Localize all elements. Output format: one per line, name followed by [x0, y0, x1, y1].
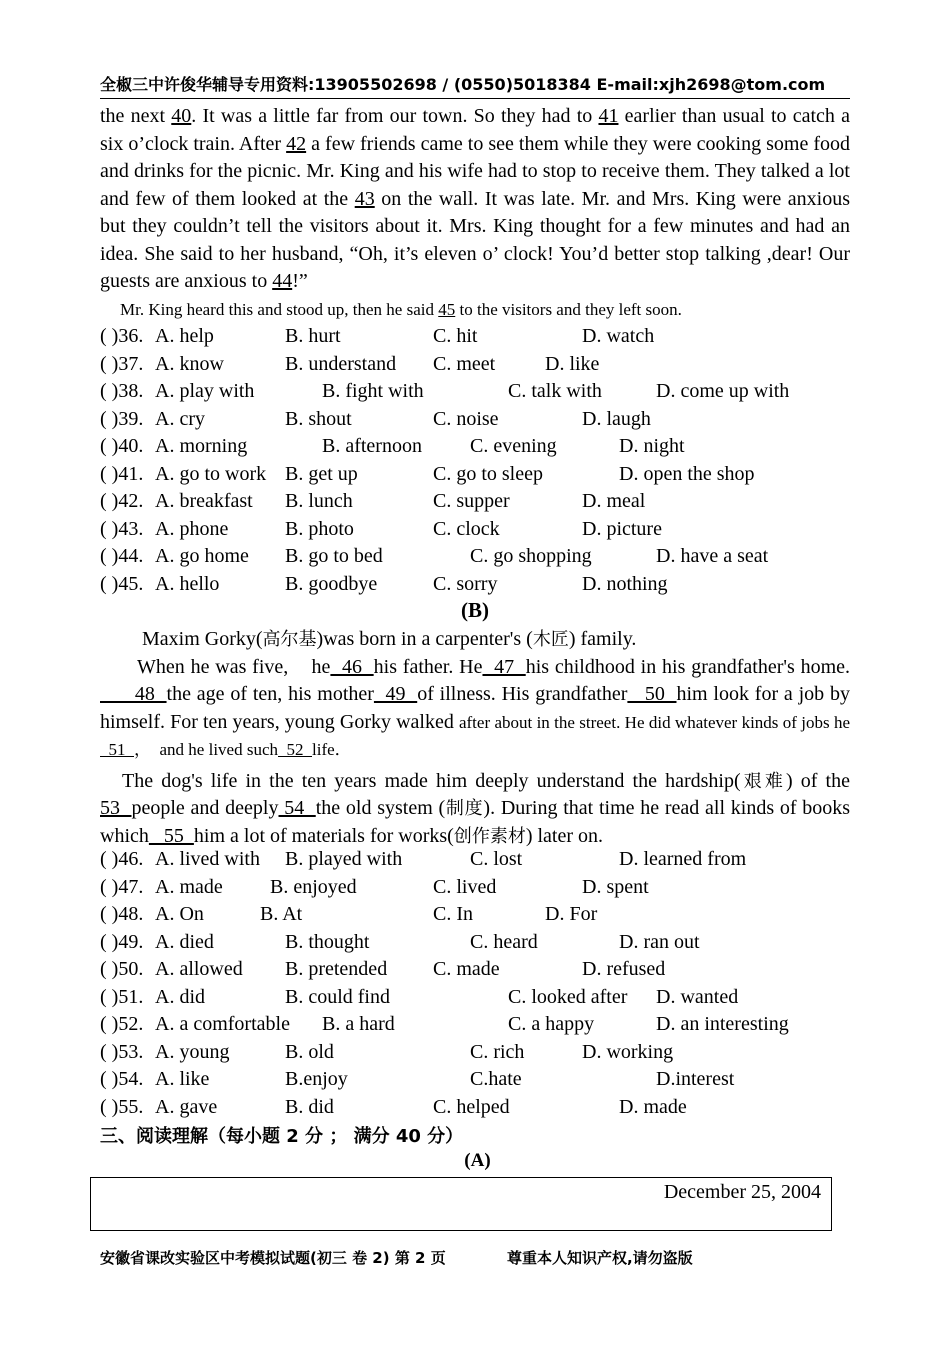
question-number: ( )50.	[100, 958, 144, 980]
footer-left: 安徽省课改实验区中考模拟试题(初三 卷 2) 第 2 页	[100, 1249, 446, 1267]
option-b: B. goodbye	[285, 572, 378, 595]
text-run: on the wall. It was late. Mr. and Mrs. King were anxious but they couldn’t tell the visitors about it. Mrs. King thought for a few minutes and had an idea. She said to her husband, “Oh, it’s eleven o’ clock! You’d better stop talking ,dear! Our guests are anxious to	[100, 187, 850, 292]
text-run: Mr. King heard this and stood up, then he said	[120, 299, 439, 319]
blank-50: 50	[627, 683, 677, 705]
section-b-title: (B)	[461, 598, 489, 622]
question-list-b	[100, 846, 860, 1121]
option-d: D. refused	[582, 958, 666, 980]
text-run: him a lot of materials for works(	[193, 824, 454, 847]
question-row	[100, 406, 860, 434]
option-a: A. hello	[155, 572, 220, 595]
question-number: ( )41.	[100, 462, 144, 485]
text-run: his childhood in his grandfather's home.	[525, 655, 850, 678]
option-b: B. played with	[285, 848, 403, 870]
option-c: C. a happy	[508, 1013, 595, 1035]
question-number: ( )51.	[100, 985, 144, 1008]
question-list-a	[100, 323, 860, 598]
question-row	[100, 461, 860, 489]
option-d: D.interest	[656, 1068, 735, 1090]
option-b: B. enjoyed	[270, 875, 357, 898]
blank-47: 47	[482, 655, 526, 678]
option-d: D. have a seat	[656, 545, 769, 567]
option-a: A. a comfortable	[155, 1013, 290, 1035]
option-c: C. rich	[470, 1040, 525, 1063]
question-number: ( )49.	[100, 930, 144, 953]
question-number: ( )55.	[100, 1095, 144, 1118]
blank-46: 46	[330, 655, 374, 678]
passage-b	[100, 626, 850, 850]
question-number: ( )44.	[100, 545, 144, 567]
blank-55: 55	[148, 824, 194, 847]
option-b: B. pretended	[285, 958, 388, 980]
page-header	[100, 74, 850, 99]
option-b: B. hurt	[285, 325, 341, 347]
option-c: C.hate	[470, 1068, 522, 1090]
blank-45: 45	[438, 299, 456, 319]
text-run: earlier than usual to catch a six o’clock train. After	[100, 105, 851, 155]
option-b: B. old	[285, 1040, 334, 1063]
option-a: A. young	[155, 1040, 230, 1063]
question-number: ( )36.	[100, 325, 144, 347]
option-c: C. In	[433, 903, 473, 925]
option-a: A. lived with	[155, 848, 260, 870]
letter-date: December 25, 2004	[663, 1181, 821, 1203]
question-number: ( )37.	[100, 352, 144, 375]
question-number: ( )43.	[100, 517, 144, 540]
text-run: . It was a little far from our town. So they had to	[191, 105, 599, 127]
text-run: him look for a job by himself. For ten years, young Gorky walked	[100, 683, 850, 733]
blank-44: 44	[272, 270, 293, 292]
blank-53: 53	[100, 797, 132, 819]
question-number: ( )53.	[100, 1040, 144, 1063]
option-a: A. cry	[155, 407, 205, 430]
text-run: of illness. His grandfather	[417, 683, 628, 705]
option-c: C. sorry	[433, 572, 498, 595]
option-c: C. helped	[433, 1095, 510, 1118]
option-d: D. laugh	[582, 407, 651, 430]
text-run: a few friends came to see them while they were cooking some food and drinks for the picnic. Mr. King and his wife had to stop to receive them. They talked a lot and few of them looked at the	[100, 132, 851, 210]
option-a: A. know	[155, 352, 224, 375]
text-run: !”	[292, 270, 308, 292]
option-a: A. go to work	[155, 462, 267, 485]
section-3-title: 三、阅读理解（每小题 2 分 ； 满分 40 分）	[100, 1126, 464, 1147]
question-row	[100, 901, 860, 929]
blank-48: 48	[100, 683, 167, 705]
question-row	[100, 488, 860, 516]
passage-b-paragraph-2	[100, 654, 850, 764]
question-row	[100, 378, 860, 406]
option-c: C. looked after	[508, 985, 628, 1008]
option-a: A. morning	[155, 435, 248, 457]
option-c: C. go shopping	[470, 545, 592, 567]
question-number: ( )48.	[100, 903, 144, 925]
text-run: the old system (	[315, 797, 446, 819]
text-run: ). During that time he read all kinds of books which	[100, 797, 851, 847]
question-number: ( )54.	[100, 1068, 144, 1090]
option-c: C. evening	[470, 435, 557, 457]
question-number: ( )47.	[100, 875, 144, 898]
question-row	[100, 323, 860, 351]
question-number: ( )45.	[100, 572, 144, 595]
option-d: D. an interesting	[656, 1013, 789, 1035]
option-b: B. photo	[285, 517, 354, 540]
text-run: people and deeply	[131, 797, 279, 819]
option-b: B. understand	[285, 352, 397, 375]
question-row	[100, 1039, 860, 1067]
option-a: A. phone	[155, 517, 229, 540]
chinese-gloss: 艰难	[740, 770, 786, 792]
question-row	[100, 351, 860, 379]
question-row	[100, 929, 860, 957]
question-number: ( )46.	[100, 848, 144, 870]
text-run: ) family.	[568, 628, 637, 650]
option-b: B. get up	[285, 462, 358, 485]
passage-a-paragraph-2	[100, 296, 850, 324]
option-a: A. breakfast	[155, 490, 253, 512]
question-row	[100, 571, 860, 599]
option-a: A. On	[155, 903, 204, 925]
question-row	[100, 1094, 860, 1122]
option-a: A. help	[155, 325, 214, 347]
text-run: the age of ten, his mother	[166, 683, 374, 705]
question-row	[100, 1011, 860, 1039]
text-run: When he was five, he	[137, 655, 331, 678]
header-text: 全椒三中许俊华辅导专用资料:13905502698 / (0550)5018384 E-mail:xjh2698@tom.com	[100, 75, 826, 94]
option-d: D. meal	[582, 490, 646, 512]
question-row	[100, 846, 860, 874]
option-c: C. supper	[433, 490, 510, 512]
option-b: B. did	[285, 1095, 334, 1118]
option-b: B. thought	[285, 930, 370, 953]
text-run: ， and he lived such	[134, 740, 278, 759]
option-d: D. working	[582, 1040, 674, 1063]
question-number: ( )40.	[100, 435, 144, 457]
option-b: B. go to bed	[285, 545, 383, 567]
footer-right: 尊重本人知识产权,请勿盗版	[506, 1249, 693, 1267]
question-number: ( )42.	[100, 490, 144, 512]
passage-b-paragraph-3	[100, 768, 850, 851]
blank-43: 43	[354, 187, 375, 210]
option-a: A. died	[155, 930, 214, 953]
reading-a-title: (A)	[464, 1150, 491, 1171]
option-a: A. go home	[155, 545, 249, 567]
option-d: D. wanted	[656, 985, 739, 1008]
option-c: C. noise	[433, 407, 499, 430]
text-run: )was born in a carpenter's (	[316, 628, 533, 650]
option-b: B. At	[260, 903, 303, 925]
option-b: B. a hard	[322, 1013, 395, 1035]
chinese-gloss: 制度	[445, 798, 484, 819]
text-run: to the visitors and they left soon.	[455, 299, 682, 319]
option-d: D. watch	[582, 325, 655, 347]
text-run: his father. He	[373, 655, 483, 678]
question-row	[100, 433, 860, 461]
option-d: D. made	[619, 1095, 687, 1118]
page-footer	[100, 1247, 693, 1268]
option-a: A. allowed	[155, 958, 243, 980]
option-b: B. could find	[285, 985, 390, 1008]
chinese-gloss: 木匠	[532, 629, 569, 650]
option-c: C. lost	[470, 848, 523, 870]
option-b: B. fight with	[322, 380, 424, 402]
blank-51: 51	[100, 740, 134, 759]
option-c: C. heard	[470, 930, 538, 953]
option-c: C. lived	[433, 875, 497, 898]
passage-a	[100, 103, 850, 323]
option-c: C. hit	[433, 325, 478, 347]
chinese-gloss: 高尔基	[262, 629, 317, 650]
option-d: D. night	[619, 435, 685, 457]
option-a: A. gave	[155, 1095, 218, 1118]
option-c: C. made	[433, 958, 500, 980]
question-row	[100, 874, 860, 902]
option-d: D. spent	[582, 875, 649, 898]
question-row	[100, 984, 860, 1012]
blank-42: 42	[286, 132, 307, 155]
option-d: D. like	[545, 352, 600, 375]
text-run: The dog's life in the ten years made him deeply understand the hardship(	[122, 769, 741, 792]
option-c: C. clock	[433, 517, 500, 540]
text-run: after about in the street. He did whatever kinds of jobs he	[458, 712, 851, 732]
blank-52: 52	[278, 740, 312, 759]
question-row	[100, 1066, 860, 1094]
option-b: B. lunch	[285, 490, 353, 512]
option-b: B.enjoy	[285, 1068, 348, 1090]
passage-a-paragraph-1	[100, 103, 850, 296]
option-b: B. afternoon	[322, 435, 422, 457]
question-number: ( )38.	[100, 380, 144, 402]
blank-49: 49	[373, 683, 418, 705]
option-c: C. talk with	[508, 380, 602, 402]
question-number: ( )52.	[100, 1013, 144, 1035]
question-row	[100, 516, 860, 544]
option-a: A. did	[155, 985, 205, 1008]
blank-54: 54	[278, 797, 316, 819]
option-d: D. For	[545, 903, 598, 925]
text-run: ) later on.	[525, 824, 604, 847]
option-b: B. shout	[285, 407, 352, 430]
blank-41: 41	[598, 105, 619, 127]
letter-box	[90, 1177, 832, 1231]
text-run: Maxim Gorky(	[142, 628, 263, 650]
chinese-gloss: 创作素材	[453, 825, 526, 847]
option-d: D. ran out	[619, 930, 700, 953]
option-d: D. nothing	[582, 572, 668, 595]
question-row	[100, 956, 860, 984]
question-number: ( )39.	[100, 407, 144, 430]
option-d: D. come up with	[656, 380, 790, 402]
question-row	[100, 543, 860, 571]
option-a: A. play with	[155, 380, 255, 402]
option-d: D. picture	[582, 517, 662, 540]
option-c: C. meet	[433, 352, 496, 375]
option-d: D. open the shop	[619, 462, 755, 485]
option-c: C. go to sleep	[433, 462, 543, 485]
blank-40: 40	[171, 105, 192, 127]
option-a: A. made	[155, 875, 223, 898]
option-d: D. learned from	[619, 848, 747, 870]
text-run: life．	[312, 740, 352, 759]
option-a: A. like	[155, 1068, 210, 1090]
text-run: the next	[100, 105, 172, 127]
passage-b-paragraph-1	[100, 626, 850, 654]
text-run: ) of the	[786, 769, 850, 792]
